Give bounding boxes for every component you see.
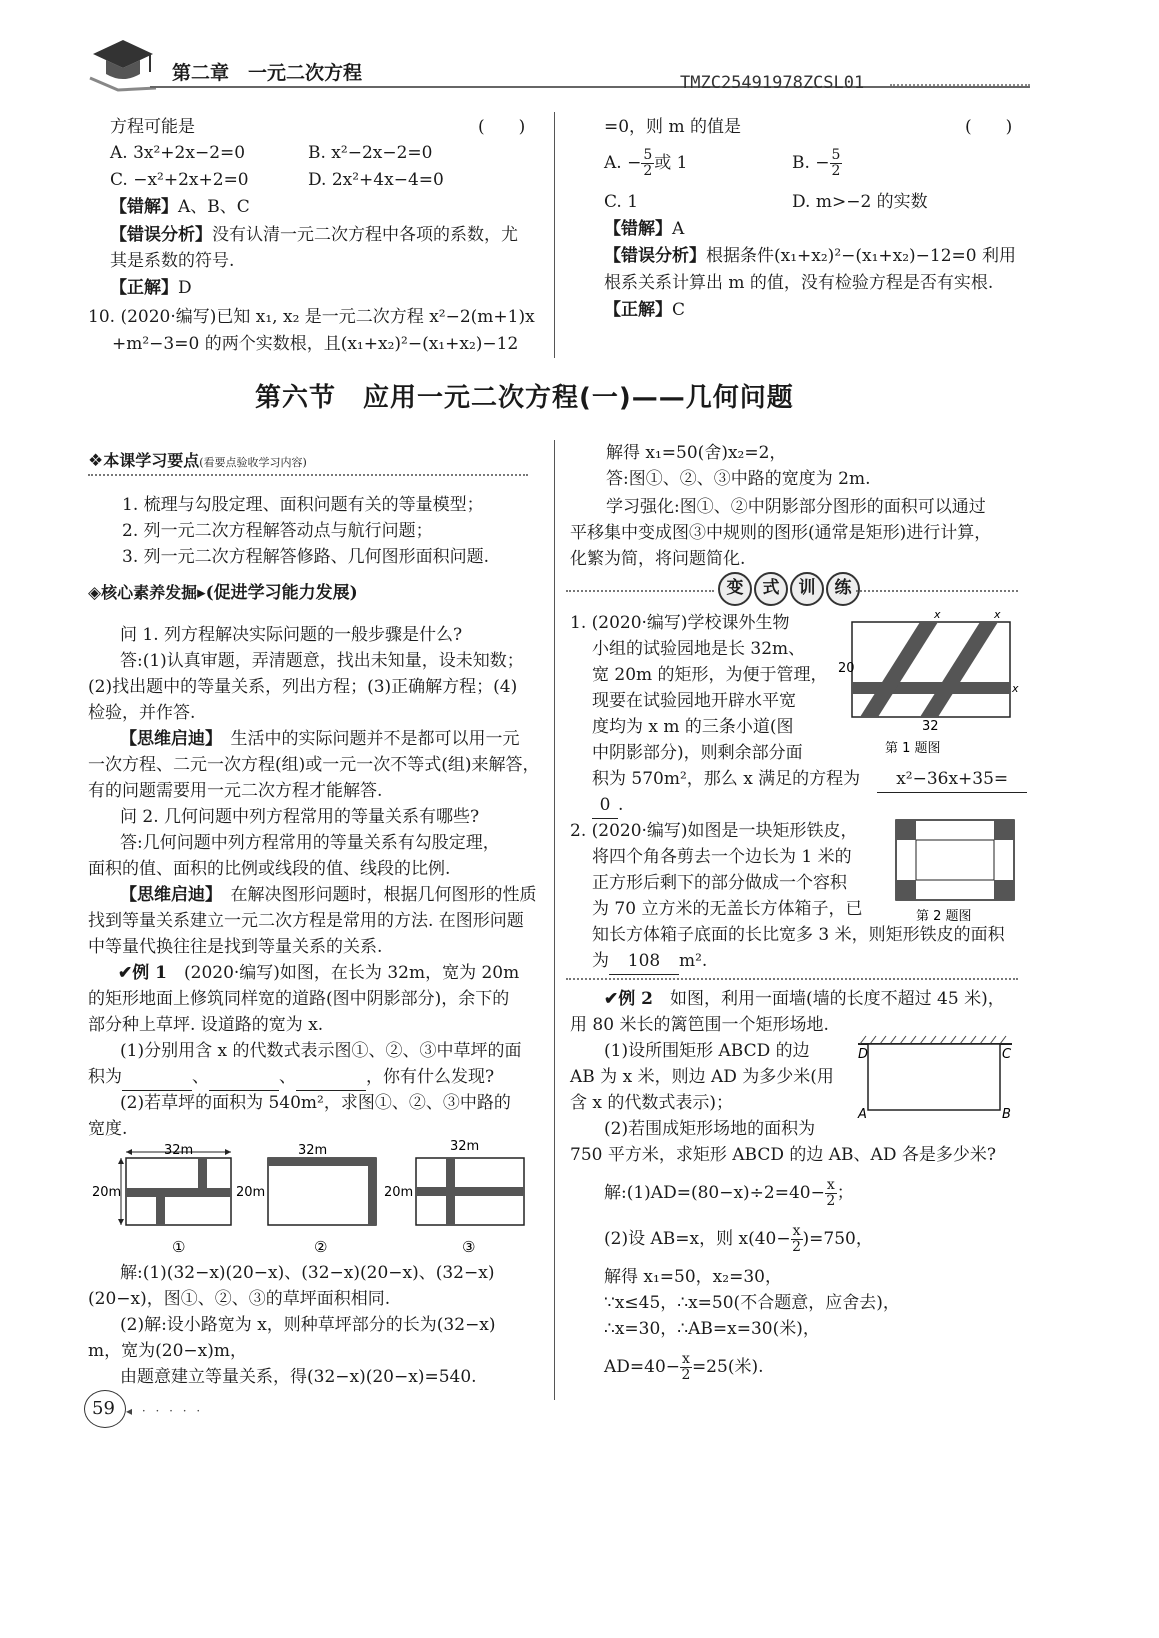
learning-tip-1: 学习强化:图①、②中阴影部分图形的面积可以通过 (606, 497, 986, 517)
ex1-line4: (1)分别用含 x 的代数式表示图①、②、③中草坪的面 (120, 1041, 522, 1061)
ex2-solution-5: ∴x=30，∴AB=x=30(米)， (604, 1319, 820, 1339)
ex2-line7: 750 平方米，求矩形 ABCD 的边 AB、AD 各是多少米? (570, 1145, 996, 1165)
ex2-point-c: C (1002, 1047, 1012, 1062)
ex2-line6: (2)若围成矩形场地的面积为 (604, 1119, 816, 1139)
v1-fig-x-top-2: x (994, 610, 1001, 621)
core-a2-1: 答:几何问题中列方程常用的等量关系有勾股定理， (120, 833, 500, 853)
core-tip2-2: 找到等量关系建立一元二次方程是常用的方法. 在图形问题 (88, 911, 524, 931)
q9-option-d: D. 2x²+4x−4=0 (308, 170, 444, 190)
ex2-solution-1: 解:(1)AD=(80−x)÷2=40− $\frac{x}{2}$ ； (604, 1177, 854, 1209)
v2-fig-caption: 第 2 题图 (916, 909, 972, 924)
ex2-line5: 含 x 的代数式表示)； (570, 1093, 734, 1113)
ex1-line2: 的矩形地面上修筑同样宽的道路(图中阴影部分)，余下的 (88, 989, 510, 1009)
v2-bottom-rule (566, 978, 1018, 980)
q10-option-d: D. m>−2 的实数 (792, 192, 928, 212)
ex1-fig2-width: 20m (236, 1185, 266, 1200)
q10-option-c: C. 1 (604, 192, 639, 212)
q9-line1: 方程可能是 (110, 117, 195, 137)
page-number: 59 (92, 1398, 115, 1419)
q9-paren: ( ) (478, 117, 526, 137)
ex1-figure-3 (384, 1140, 524, 1256)
q10-wrong: 【错解】A (604, 219, 685, 239)
v2-line6: 为 108 m². (592, 948, 707, 975)
ex1-line3: 部分种上草坪. 设道路的宽为 x. (88, 1015, 324, 1035)
ex2-line4: AB 为 x 米，则边 AD 为多少米(用 (570, 1067, 834, 1087)
blank-2 (209, 1064, 279, 1091)
core-tip1-2: 一次方程、二元一次方程(组)或一元一次不等式(组)来解答， (88, 755, 540, 775)
study-item-1: 1. 梳理与勾股定理、面积问题有关的等量模型； (122, 495, 484, 515)
ex1-figure-2 (236, 1143, 376, 1256)
core-tip1: 【思维启迪】 生活中的实际问题并不是都可以用一元 (120, 729, 520, 749)
q10-line2: +m²−3=0 的两个实数根，且(x₁+x₂)²−(x₁+x₂)−12 (112, 334, 519, 354)
q10-cont: =0，则 m 的值是 (604, 117, 741, 137)
v1-figure (830, 610, 1020, 760)
q10-option-b: B. − $\frac{5}{2}$ (792, 147, 841, 179)
ex1-solution-2: (20−x)，图①、②、③的草坪面积相同. (88, 1289, 391, 1309)
q10-correct: 【正解】C (604, 300, 686, 320)
ex1-solution-1: 解:(1)(32−x)(20−x)、(32−x)(20−x)、(32−x) (120, 1263, 495, 1283)
variant-training-badge: 变 式 训 练 (718, 572, 862, 606)
ex2-point-a: A (858, 1107, 867, 1122)
header-graduation-cap-icon (88, 32, 158, 92)
core-tip2: 【思维启迪】 在解决图形问题时，根据几何图形的性质 (120, 885, 537, 905)
section-title: 第六节 应用一元二次方程(一)——几何问题 (255, 383, 794, 413)
ex1-fig3-label: ③ (462, 1238, 476, 1256)
v1-fig-x: x (1012, 682, 1019, 695)
q9-analysis-2: 其是系数的符号. (110, 251, 235, 271)
q9-option-b: B. x²−2x−2=0 (308, 143, 433, 163)
header-dotted-rule (890, 84, 1030, 86)
core-tip2-3: 中等量代换往往是找到等量关系的关系. (88, 937, 383, 957)
column-divider-bottom (554, 440, 555, 1400)
ex1-answer: 答:图①、②、③中路的宽度为 2m. (606, 469, 871, 489)
core-q1: 问 1. 列方程解决实际问题的一般步骤是什么? (120, 625, 463, 645)
v2-line3: 正方形后剩下的部分做成一个容积 (592, 873, 847, 893)
ex1-solution-4: m，宽为(20−x)m， (88, 1341, 247, 1361)
v1-line4: 现要在试验园地开辟水平宽 (592, 691, 796, 711)
chapter-title: 第二章 一元二次方程 (172, 62, 363, 84)
ex1-solution-6: 解得 x₁=50(舍)x₂=2， (606, 443, 787, 463)
core-a2-2: 面积的值、面积的比例或线段的值、线段的比例. (88, 859, 451, 879)
ex2-solution-4: ∵x≤45，∴x=50(不合题意，应舍去)， (604, 1293, 900, 1313)
ex2-figure (852, 1030, 1022, 1125)
v1-line3: 宽 20m 的矩形，为便于管理， (592, 665, 828, 685)
study-points-rule (88, 474, 528, 476)
ex2-solution-2: (2)设 AB=x，则 x(40− $\frac{x}{2}$ )=750， (604, 1223, 873, 1255)
ex1-fig2-label: ② (314, 1238, 328, 1256)
v1-line2: 小组的试验园地是长 32m、 (592, 639, 806, 659)
ex2-line3: (1)设所围矩形 ABCD 的边 (604, 1041, 810, 1061)
ex2-solution-3: 解得 x₁=50，x₂=30， (604, 1267, 782, 1287)
q9-correct: 【正解】D (110, 278, 192, 298)
ex1-fig2-length: 32m (298, 1143, 328, 1158)
v2-line5: 知长方体箱子底面的长比宽多 3 米，则矩形铁皮的面积 (592, 925, 1005, 945)
core-tip1-3: 有的问题需要用一元二次方程才能解答. (88, 781, 383, 801)
v1-line5: 度均为 x m 的三条小道(图 (592, 717, 794, 737)
core-q2: 问 2. 几何问题中列方程常用的等量关系有哪些? (120, 807, 480, 827)
variant-rule-left (566, 590, 714, 592)
v1-fig-width: 32 (922, 719, 939, 734)
ex1-line6: (2)若草坪的面积为 540m²，求图①、②、③中路的 (120, 1093, 511, 1113)
learning-tip-3: 化繁为简，将问题简化. (570, 549, 746, 569)
core-a1-2: (2)找出题中的等量关系，列出方程；(3)正确解方程；(4) (88, 677, 518, 697)
checkmark-icon-2: ✔ (604, 989, 619, 1009)
q10-line1: 10. (2020·编写)已知 x₁, x₂ 是一元二次方程 x²−2(m+1)x (88, 307, 535, 327)
q10-option-a: A. − $\frac{5}{2}$ 或 1 (604, 147, 688, 179)
checkmark-icon: ✔ (118, 963, 133, 983)
ex1-fig1-length: 32m (164, 1143, 194, 1158)
core-heading: ◈核心素养发掘▸(促进学习能力发展) (88, 583, 358, 603)
ex2-line1: ✔例 2 如图，利用一面墙(墙的长度不超过 45 米)， (604, 989, 1005, 1009)
blank-3 (296, 1064, 366, 1091)
v1-answer-1: x²−36x+35= (877, 766, 1027, 793)
v2-answer: 108 (609, 948, 679, 975)
page-number-dots: ◂ · · · · · (126, 1404, 204, 1418)
ex1-fig3-width: 20m (384, 1185, 414, 1200)
q9-analysis: 【错误分析】没有认清一元二次方程中各项的系数，尤 (110, 225, 518, 245)
ex2-solution-6: AD=40− $\frac{x}{2}$ =25(米). (604, 1351, 764, 1383)
v1-fig-height: 20 (838, 661, 855, 676)
v1-fig-caption: 第 1 题图 (885, 741, 941, 756)
q10-analysis: 【错误分析】根据条件(x₁+x₂)²−(x₁+x₂)−12=0 利用 (604, 246, 1017, 266)
q10-analysis-2: 根系关系计算出 m 的值，没有检验方程是否有实根. (604, 273, 994, 293)
header-code: TMZC25491978ZCSL01 (680, 73, 865, 93)
header-rule (150, 86, 1030, 88)
v1-line1: 1. (2020·编写)学校课外生物 (570, 613, 790, 633)
ex2-point-b: B (1002, 1107, 1011, 1122)
study-points-heading: ❖本课学习要点(看要点验收学习内容) (88, 451, 307, 471)
study-item-2: 2. 列一元二次方程解答动点与航行问题； (122, 521, 433, 541)
ex1-fig1-width: 20m (92, 1185, 122, 1200)
v1-line6: 中阴影部分)，则剩余部分面 (592, 743, 803, 763)
ex1-fig1-label: ① (172, 1238, 186, 1256)
ex1-figure-1 (92, 1143, 231, 1256)
q9-wrong: 【错解】A、B、C (110, 197, 250, 217)
q9-option-a: A. 3x²+2x−2=0 (110, 143, 246, 163)
core-a1-3: 检验，并作答. (88, 703, 196, 723)
v2-figure (890, 814, 1020, 926)
learning-tip-2: 平移集中变成图③中规则的图形(通常是矩形)进行计算， (570, 523, 992, 543)
core-a1-1: 答:(1)认真审题，弄清题意，找出未知量，设未知数； (120, 651, 524, 671)
v1-line7: 积为 570m²，那么 x 满足的方程为 x²−36x+35= (592, 766, 1027, 793)
study-item-3: 3. 列一元二次方程解答修路、几何图形面积问题. (122, 547, 490, 567)
blank-1 (122, 1064, 192, 1091)
ex1-line1: ✔例 1 (2020·编写)如图，在长为 32m，宽为 20m (118, 963, 520, 983)
arrow-icon: ▸ (197, 583, 206, 603)
q9-option-c: C. −x²+2x+2=0 (110, 170, 249, 190)
v2-line2: 将四个角各剪去一个边长为 1 米的 (592, 847, 852, 867)
v1-answer-2: 0 (592, 792, 618, 819)
ex1-solution-3: (2)解:设小路宽为 x，则种草坪部分的长为(32−x) (120, 1315, 496, 1335)
core-heading-icon: ◈ (88, 583, 102, 603)
ex2-line2: 用 80 米长的篱笆围一个矩形场地. (570, 1015, 829, 1035)
ex1-figures (86, 1140, 536, 1260)
v2-line1: 2. (2020·编写)如图是一块矩形铁皮， (570, 821, 858, 841)
study-points-icon: ❖ (88, 451, 104, 471)
v1-fig-x-top-1: x (934, 610, 941, 621)
q10-paren: ( ) (965, 117, 1013, 137)
ex1-fig3-length: 32m (450, 1140, 480, 1154)
ex2-point-d: D (858, 1047, 869, 1062)
ex1-solution-5: 由题意建立等量关系，得(32−x)(20−x)=540. (120, 1367, 477, 1387)
variant-rule-right (856, 590, 1018, 592)
v2-line4: 为 70 立方米的无盖长方体箱子，已 (592, 899, 863, 919)
v1-line8: 0 . (592, 792, 623, 819)
column-divider-top (554, 112, 555, 358)
ex1-line7: 宽度. (88, 1119, 128, 1139)
ex1-line5: 积为 、 、 ，你有什么发现? (88, 1064, 494, 1091)
